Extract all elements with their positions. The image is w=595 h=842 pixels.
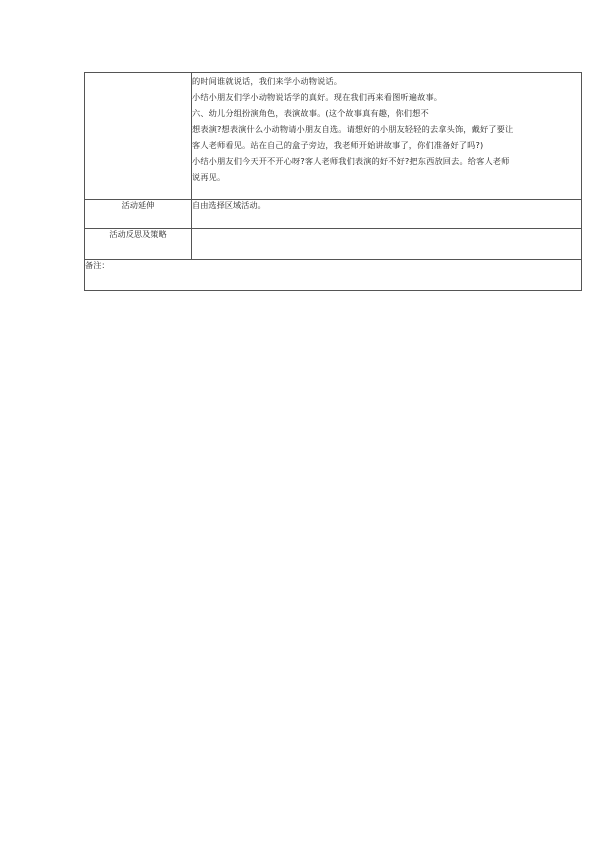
content-line: 想表演?想表演什么小动物请小朋友自选。请想好的小朋友轻轻的去拿头饰，戴好了要让: [192, 124, 514, 134]
table-row-reflection: [85, 229, 582, 260]
reflection-label: 活动反思及策略: [85, 229, 192, 260]
table-row-extension: [85, 200, 582, 229]
extension-label: 活动延伸: [85, 200, 192, 229]
content-line: 小结小朋友们学小动物说话学的真好。现在我们再来看图听遍故事。: [192, 92, 443, 102]
content-line: 说再见。: [192, 172, 226, 182]
content-line: 的时间谁就说话，我们来学小动物说话。: [192, 76, 343, 86]
extension-content: 自由选择区域活动。: [192, 200, 582, 229]
lesson-plan-table: [84, 72, 582, 291]
content-line: 客人老师看见。站在自己的盒子旁边，我老师开始讲故事了，你们准备好了吗?): [192, 140, 484, 150]
table-row-activity-process: [85, 73, 582, 200]
activity-process-content: [192, 73, 582, 200]
reflection-content: [192, 229, 582, 260]
empty-label-cell: [85, 73, 192, 200]
table-row-note: [85, 260, 582, 291]
content-line: 六、幼儿分组扮演角色，表演故事。(这个故事真有趣，你们想不: [192, 108, 429, 118]
content-line: 小结小朋友们今天开不开心呀?客人老师我们表演的好不好?把东西放回去。给客人老师: [192, 156, 510, 166]
note-label: 备注：: [85, 260, 582, 291]
